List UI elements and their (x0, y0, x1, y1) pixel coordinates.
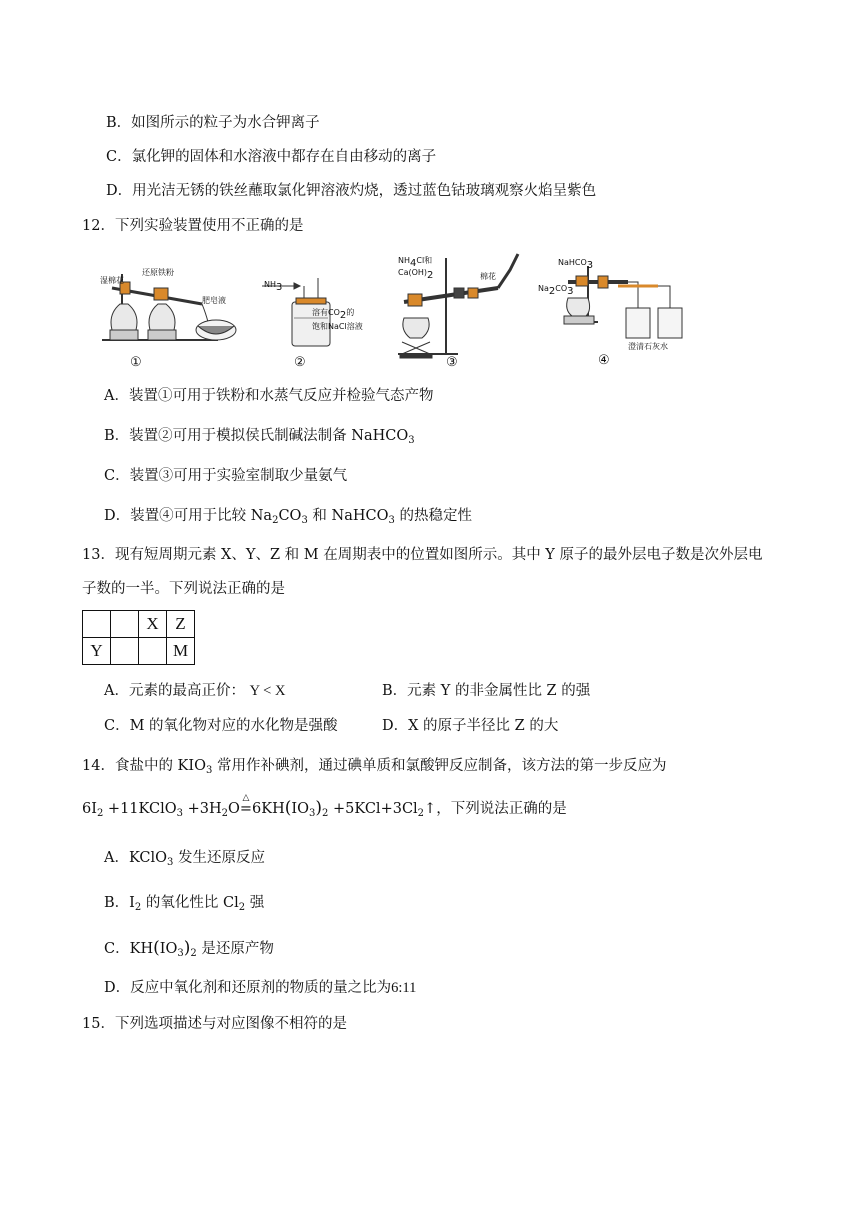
label-limewater: 澄清石灰水 (628, 342, 668, 351)
q14-option-b: B．$I_2$ 的氧化性比 $Cl_2$ 强 (104, 895, 265, 913)
q12-option-a: A．装置①可用于铁粉和水蒸气反应并检验气态产物 (104, 388, 434, 404)
apparatus-figure (98, 252, 718, 370)
label-soap: 肥皂液 (202, 296, 226, 305)
q14-option-a: A．KClO$_3$ 发生还原反应 (104, 850, 266, 868)
apparatus-number-4: ④ (598, 353, 610, 368)
label-caoh2: $Ca(OH)_2$ (398, 268, 434, 281)
q14-chemical-equation: $6I_2$ +11KClO$_3$ $+3H_2O$ △ $=6KH(IO_3)_2$ $+5KCl+3Cl_2↑$，下列说法正确的是 (82, 793, 567, 819)
table-row (83, 638, 195, 665)
q15-stem: 15．下列选项描述与对应图像不相符的是 (82, 1016, 347, 1032)
q13-option-d: D．X 的原子半径比 Z 的大 (382, 718, 559, 734)
q13-option-c: C．M 的氧化物对应的水化物是强酸 (104, 718, 338, 734)
table-cell (83, 611, 111, 638)
apparatus-number-2: ② (294, 355, 306, 370)
q12-option-b: B．装置②可用于模拟侯氏制碱法制备 NaHCO$_3$ (104, 428, 415, 446)
apparatus-number-3: ③ (446, 355, 458, 370)
label-nacl-solution: 饱和NaCl溶液 (312, 322, 363, 331)
label-nahco3: NaHCO$_3$ (558, 258, 594, 271)
q11-option-c: C．氯化钾的固体和水溶液中都存在自由移动的离子 (106, 149, 437, 165)
table-cell: Z (167, 611, 195, 638)
q14-option-d: D．反应中氧化剂和还原剂的物质的量之比为6:11 (104, 980, 417, 996)
periodic-table-fragment (82, 610, 195, 665)
label-cotton: 棉花 (480, 272, 496, 281)
label-na2co3: $Na_2CO_3$ (538, 284, 574, 297)
label-wet-cotton: 湿棉花 (100, 276, 124, 285)
q11-option-b: B．如图所示的粒子为水合钾离子 (106, 115, 320, 131)
q13-option-a: A．元素的最高正价： Y < X (104, 683, 286, 699)
q13-option-b: B．元素 Y 的非金属性比 Z 的强 (382, 683, 591, 699)
table-cell: M (167, 638, 195, 665)
heating-symbol: △ = (239, 793, 253, 817)
table-cell (139, 638, 167, 665)
q12-option-d: D．装置④可用于比较 $Na_2CO_3$ 和 NaHCO$_3$ 的热稳定性 (104, 508, 472, 526)
apparatus-number-1: ① (130, 355, 142, 370)
q14-option-c: C．$KH(IO_3)_2$ 是还原产物 (104, 938, 274, 959)
q12-stem: 12．下列实验装置使用不正确的是 (82, 218, 304, 234)
q14-stem: 14．食盐中的 $KIO_3$ 常用作补碘剂，通过碘单质和氯酸钾反应制备，该方法的第一步反应为 (82, 758, 667, 776)
label-iron-powder: 还原铁粉 (142, 268, 174, 277)
table-cell (111, 611, 139, 638)
q12-option-c: C．装置③可用于实验室制取少量氨气 (104, 468, 348, 484)
label-nh3: $NH_3$ (264, 280, 283, 293)
q13-stem-line-1: 13．现有短周期元素 X、Y、Z 和 M 在周期表中的位置如图所示。其中 Y 原子的最外层电子数是次外层电 (82, 547, 763, 563)
table-cell (111, 638, 139, 665)
table-row (83, 611, 195, 638)
label-nh4cl: $NH_4Cl$和 (398, 256, 433, 269)
q13-stem-line-2: 子数的一半。下列说法正确的是 (82, 581, 285, 597)
q11-option-d: D．用光洁无锈的铁丝蘸取氯化钾溶液灼烧，透过蓝色钴玻璃观察火焰呈紫色 (106, 183, 597, 199)
label-co2-solution: 溶有$CO_2$的 (312, 308, 355, 321)
table-cell: X (139, 611, 167, 638)
table-cell: Y (83, 638, 111, 665)
